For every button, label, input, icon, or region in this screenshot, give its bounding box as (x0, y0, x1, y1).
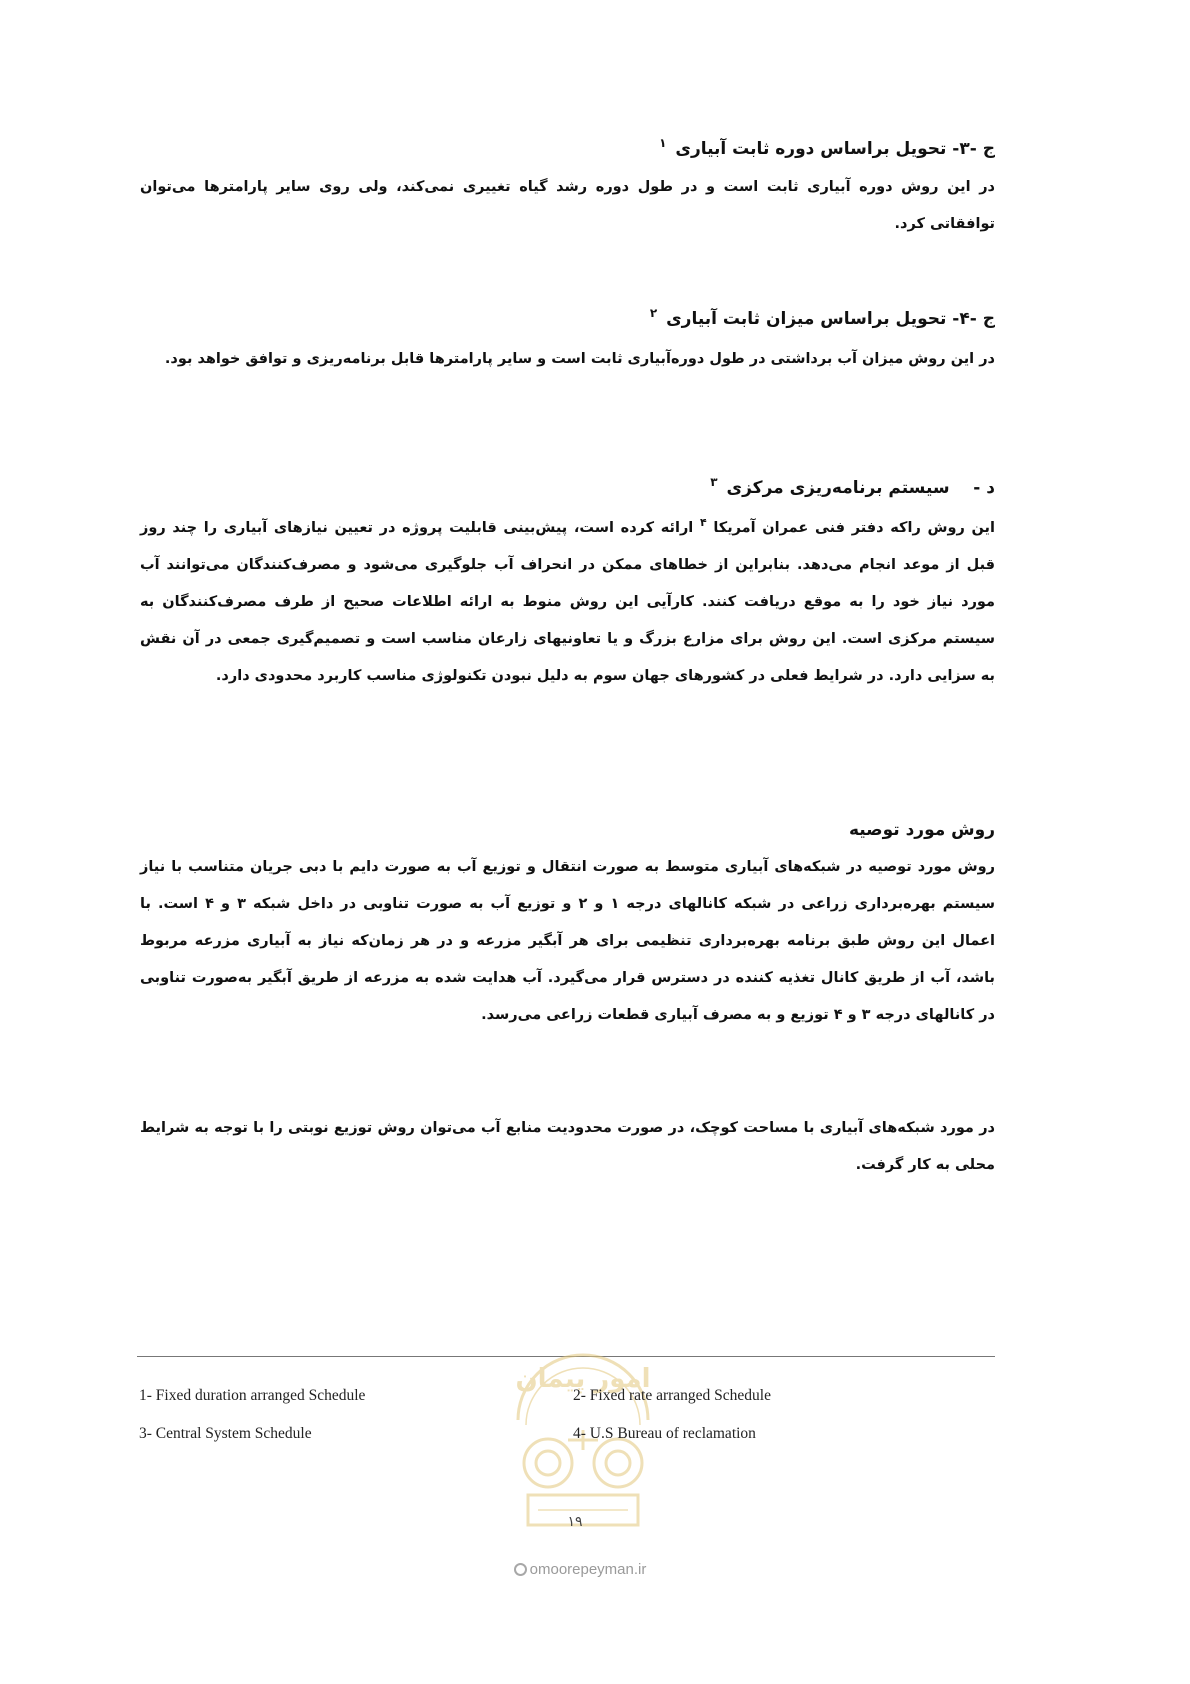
section-heading-fixed-duration (195, 136, 995, 162)
paragraph-text: این روش راکه دفتر فنی عمران آمریکا (713, 520, 995, 536)
footnote-ref-3: ۳ (710, 475, 718, 490)
footnote-ref-2: ۲ (649, 306, 658, 321)
section-heading-recommended-method: روش مورد توصیه (848, 820, 995, 840)
footnote-3: 3- Central System Schedule (139, 1425, 312, 1442)
paragraph-text: ارائه کرده است، پیش‌بینی قابلیت پروژه در تعیین نیازهای آبیاری را چند روز قبل از موعد انجام می‌دهد. بنابراین از خطاهای ممکن در انحراف آب جلوگیری می‌شود و مصرف‌کنندگان می‌توانند آب مورد نیاز خود را به موقع دریافت کنند. کارآیی این روش منوط به ارائه اطلاعات صحیح از طرف مصرف‌کنندگان به سیستم مرکزی است. این روش برای مزارع بزرگ و یا تعاونیهای زارعان مناسب است و تصمیم‌گیری جمعی در آن نقش به سزایی دارد. در شرایط فعلی در کشورهای جهان سوم به دلیل نبودن تکنولوژی مناسب کاربرد محدودی دارد. (140, 520, 995, 684)
copyright-icon (514, 1563, 527, 1576)
heading-text: ج -۴- تحویل براساس میزان ثابت آبیاری (666, 309, 995, 329)
section-heading-fixed-rate (195, 306, 995, 332)
footnote-1: 1- Fixed duration arranged Schedule (139, 1387, 366, 1404)
site-watermark (490, 1561, 670, 1578)
page-number: ۱۹ (567, 1514, 583, 1530)
heading-text: ج -۳- تحویل براساس دوره ثابت آبیاری (675, 139, 995, 159)
footnote-ref-4: ۴ (699, 516, 707, 530)
footnote-ref-1: ۱ (659, 136, 667, 151)
footnote-2: 2- Fixed rate arranged Schedule (573, 1387, 771, 1404)
paragraph-recommended-method: روش مورد توصیه در شبکه‌های آبیاری متوسط به صورت انتقال و توزیع آب به صورت دایم با دبی جریان متناسب با نیاز سیستم بهره‌برداری زراعی در شبکه کانالهای درجه ۱ و ۲ و توزیع آب به صورت تناوبی در داخل شبکه ۳ و ۴ است. با اعمال این روش طبق برنامه بهره‌برداری تنظیمی برای هر آبگیر مزرعه و در هر زمان‌که نیاز به آبیاری مزرعه مربوط باشد، آب از طریق کانال تغذیه کننده در دسترس قرار می‌گیرد. آب هدایت شده به مزرعه از طریق آبگیر به‌صورت تناوبی در کانالهای درجه ۳ و ۴ توزیع و به مصرف آبیاری قطعات زراعی می‌رسد. (140, 859, 996, 1023)
paragraph-fixed-rate: در این روش میزان آب برداشتی در طول دوره‌آبیاری ثابت است و سایر پارامترها قابل برنامه‌ریزی و توافق خواهد بود. (164, 351, 995, 367)
watermark-text: omoorepeyman.ir (529, 1561, 647, 1578)
paragraph-fixed-duration: در این روش دوره آبیاری ثابت است و در طول دوره رشد گیاه تغییری نمی‌کند، ولی روی سایر پارامترها می‌توان توافقاتی کرد. (140, 179, 995, 232)
seal-text: امور پیمان (515, 1364, 651, 1394)
heading-text: د - سیستم برنامه‌ریزی مرکزی (726, 478, 995, 498)
footnote-4: 4- U.S Bureau of reclamation (573, 1425, 756, 1442)
section-heading-central-system (195, 475, 995, 501)
paragraph-central-system (140, 510, 995, 695)
paragraph-small-networks: در مورد شبکه‌های آبیاری با مساحت کوچک، در صورت محدودیت منابع آب می‌توان روش توزیع نوبتی را با توجه به شرایط محلی به کار گرفت. (140, 1120, 995, 1173)
